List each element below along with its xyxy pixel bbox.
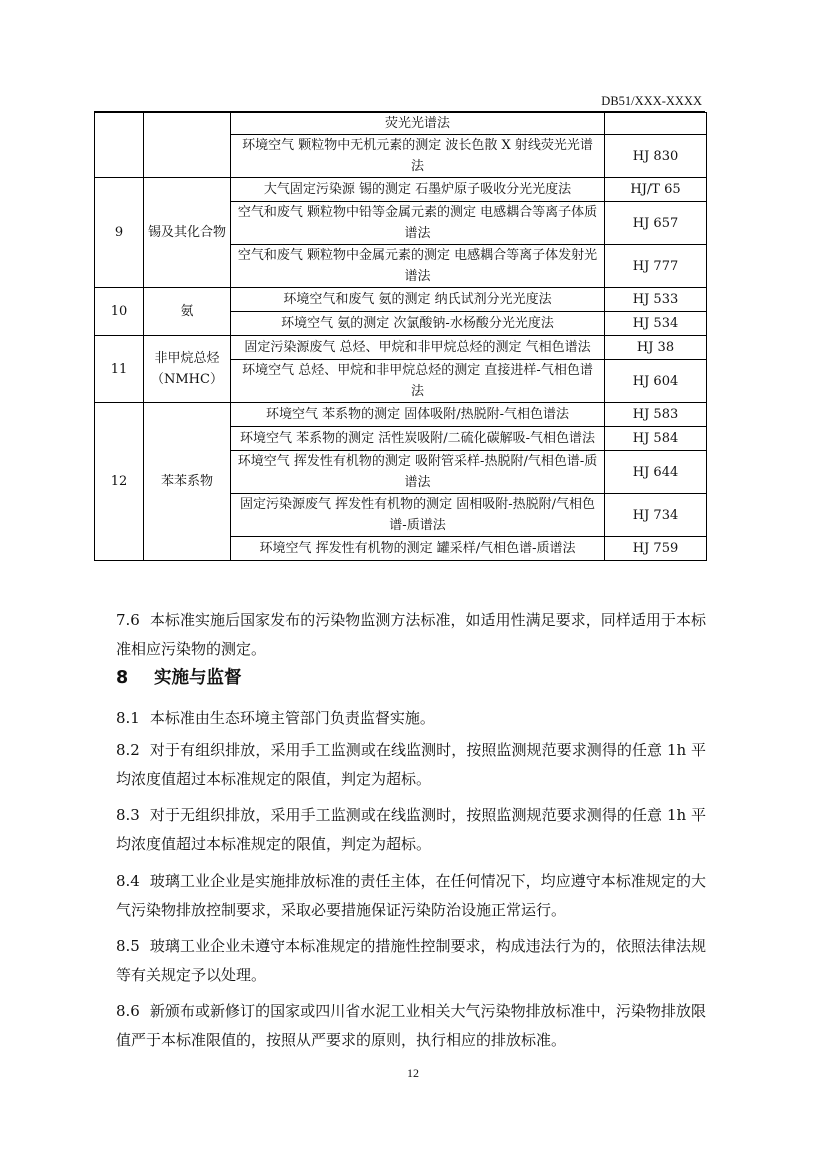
clause-number: 8.4 [116, 872, 140, 890]
clause-8-3 [116, 801, 706, 859]
standard-code-cell: HJ/T 65 [605, 178, 707, 202]
method-cell: 荧光光谱法 [231, 113, 605, 135]
item-number-cell: 12 [95, 403, 144, 561]
method-cell: 环境空气 挥发性有机物的测定 吸附管采样-热脱附/气相色谱-质谱法 [231, 451, 605, 494]
standard-code-cell: HJ 759 [605, 537, 707, 561]
clause-number: 8.6 [116, 1002, 140, 1020]
clause-number: 8.5 [116, 937, 140, 955]
method-cell: 空气和废气 颗粒物中金属元素的测定 电感耦合等离子体发射光谱法 [231, 245, 605, 288]
page-number: 12 [407, 1066, 419, 1080]
clause-8-5 [116, 932, 706, 990]
table-row [95, 403, 707, 427]
section-8-heading [116, 664, 242, 689]
document-code: DB51/XXX-XXXX [601, 94, 702, 108]
table-row [95, 178, 707, 202]
pollutant-cell [144, 113, 231, 178]
pollutant-cell: 锡及其化合物 [144, 178, 231, 288]
pollutant-cell: 非甲烷总烃（NMHC） [144, 336, 231, 403]
standard-code-cell: HJ 584 [605, 427, 707, 451]
clause-8-6 [116, 997, 706, 1055]
standard-code-cell [605, 113, 707, 135]
pollutant-cell: 苯苯系物 [144, 403, 231, 561]
clause-text: 玻璃工业企业是实施排放标准的责任主体，在任何情况下，均应遵守本标准规定的大气污染物排放控制要求，采取必要措施保证污染防治设施正常运行。 [116, 872, 706, 919]
clause-number: 8.3 [116, 806, 140, 824]
method-cell: 空气和废气 颗粒物中铅等金属元素的测定 电感耦合等离子体质谱法 [231, 202, 605, 245]
method-cell: 环境空气 颗粒物中无机元素的测定 波长色散 X 射线荧光光谱法 [231, 135, 605, 178]
standard-code-cell: HJ 644 [605, 451, 707, 494]
clause-text: 新颁布或新修订的国家或四川省水泥工业相关大气污染物排放标准中，污染物排放限值严于本标准限值的，按照从严要求的原则，执行相应的排放标准。 [116, 1002, 706, 1049]
method-cell: 环境空气 总烃、甲烷和非甲烷总烃的测定 直接进样-气相色谱法 [231, 360, 605, 403]
standard-code-cell: HJ 534 [605, 312, 707, 336]
method-cell: 环境空气 氨的测定 次氯酸钠-水杨酸分光光度法 [231, 312, 605, 336]
clause-number: 8.2 [116, 741, 140, 759]
clause-text: 对于无组织排放，采用手工监测或在线监测时，按照监测规范要求测得的任意 1h 平均浓度值超过本标准规定的限值，判定为超标。 [116, 806, 706, 853]
method-cell: 环境空气 苯系物的测定 固体吸附/热脱附-气相色谱法 [231, 403, 605, 427]
clause-text: 本标准实施后国家发布的污染物监测方法标准，如适用性满足要求，同样适用于本标准相应污染物的测定。 [116, 611, 706, 658]
method-cell: 固定污染源废气 挥发性有机物的测定 固相吸附-热脱附/气相色谱-质谱法 [231, 494, 605, 537]
standard-code-cell: HJ 604 [605, 360, 707, 403]
clause-text: 对于有组织排放，采用手工监测或在线监测时，按照监测规范要求测得的任意 1h 平均浓度值超过本标准规定的限值，判定为超标。 [116, 741, 706, 788]
item-number-cell [95, 113, 144, 178]
clause-8-2 [116, 736, 706, 794]
method-cell: 环境空气 苯系物的测定 活性炭吸附/二硫化碳解吸-气相色谱法 [231, 427, 605, 451]
clause-8-4 [116, 867, 706, 925]
clause-text: 本标准由生态环境主管部门负责监督实施。 [149, 709, 435, 727]
standard-code-cell: HJ 38 [605, 336, 707, 360]
standard-code-cell: HJ 734 [605, 494, 707, 537]
table-row [95, 288, 707, 312]
item-number-cell: 11 [95, 336, 144, 403]
method-cell: 大气固定污染源 锡的测定 石墨炉原子吸收分光光度法 [231, 178, 605, 202]
item-number-cell: 10 [95, 288, 144, 336]
clause-8-1 [116, 704, 706, 733]
standard-code-cell: HJ 583 [605, 403, 707, 427]
method-cell: 固定污染源废气 总烃、甲烷和非甲烷总烃的测定 气相色谱法 [231, 336, 605, 360]
clause-number: 7.6 [116, 611, 140, 629]
section-title: 实施与监督 [154, 668, 242, 688]
standard-code-cell: HJ 830 [605, 135, 707, 178]
standard-code-cell: HJ 533 [605, 288, 707, 312]
monitoring-methods-table [94, 112, 707, 561]
method-cell: 环境空气和废气 氨的测定 纳氏试剂分光光度法 [231, 288, 605, 312]
clause-number: 8.1 [116, 709, 140, 727]
section-number: 8 [116, 668, 129, 688]
pollutant-cell: 氨 [144, 288, 231, 336]
item-number-cell: 9 [95, 178, 144, 288]
clause-text: 玻璃工业企业未遵守本标准规定的措施性控制要求，构成违法行为的，依照法律法规等有关规定予以处理。 [116, 937, 706, 984]
standard-code-cell: HJ 777 [605, 245, 707, 288]
standard-code-cell: HJ 657 [605, 202, 707, 245]
table-row [95, 336, 707, 360]
clause-7-6 [116, 606, 706, 664]
table-row [95, 113, 707, 135]
method-cell: 环境空气 挥发性有机物的测定 罐采样/气相色谱-质谱法 [231, 537, 605, 561]
